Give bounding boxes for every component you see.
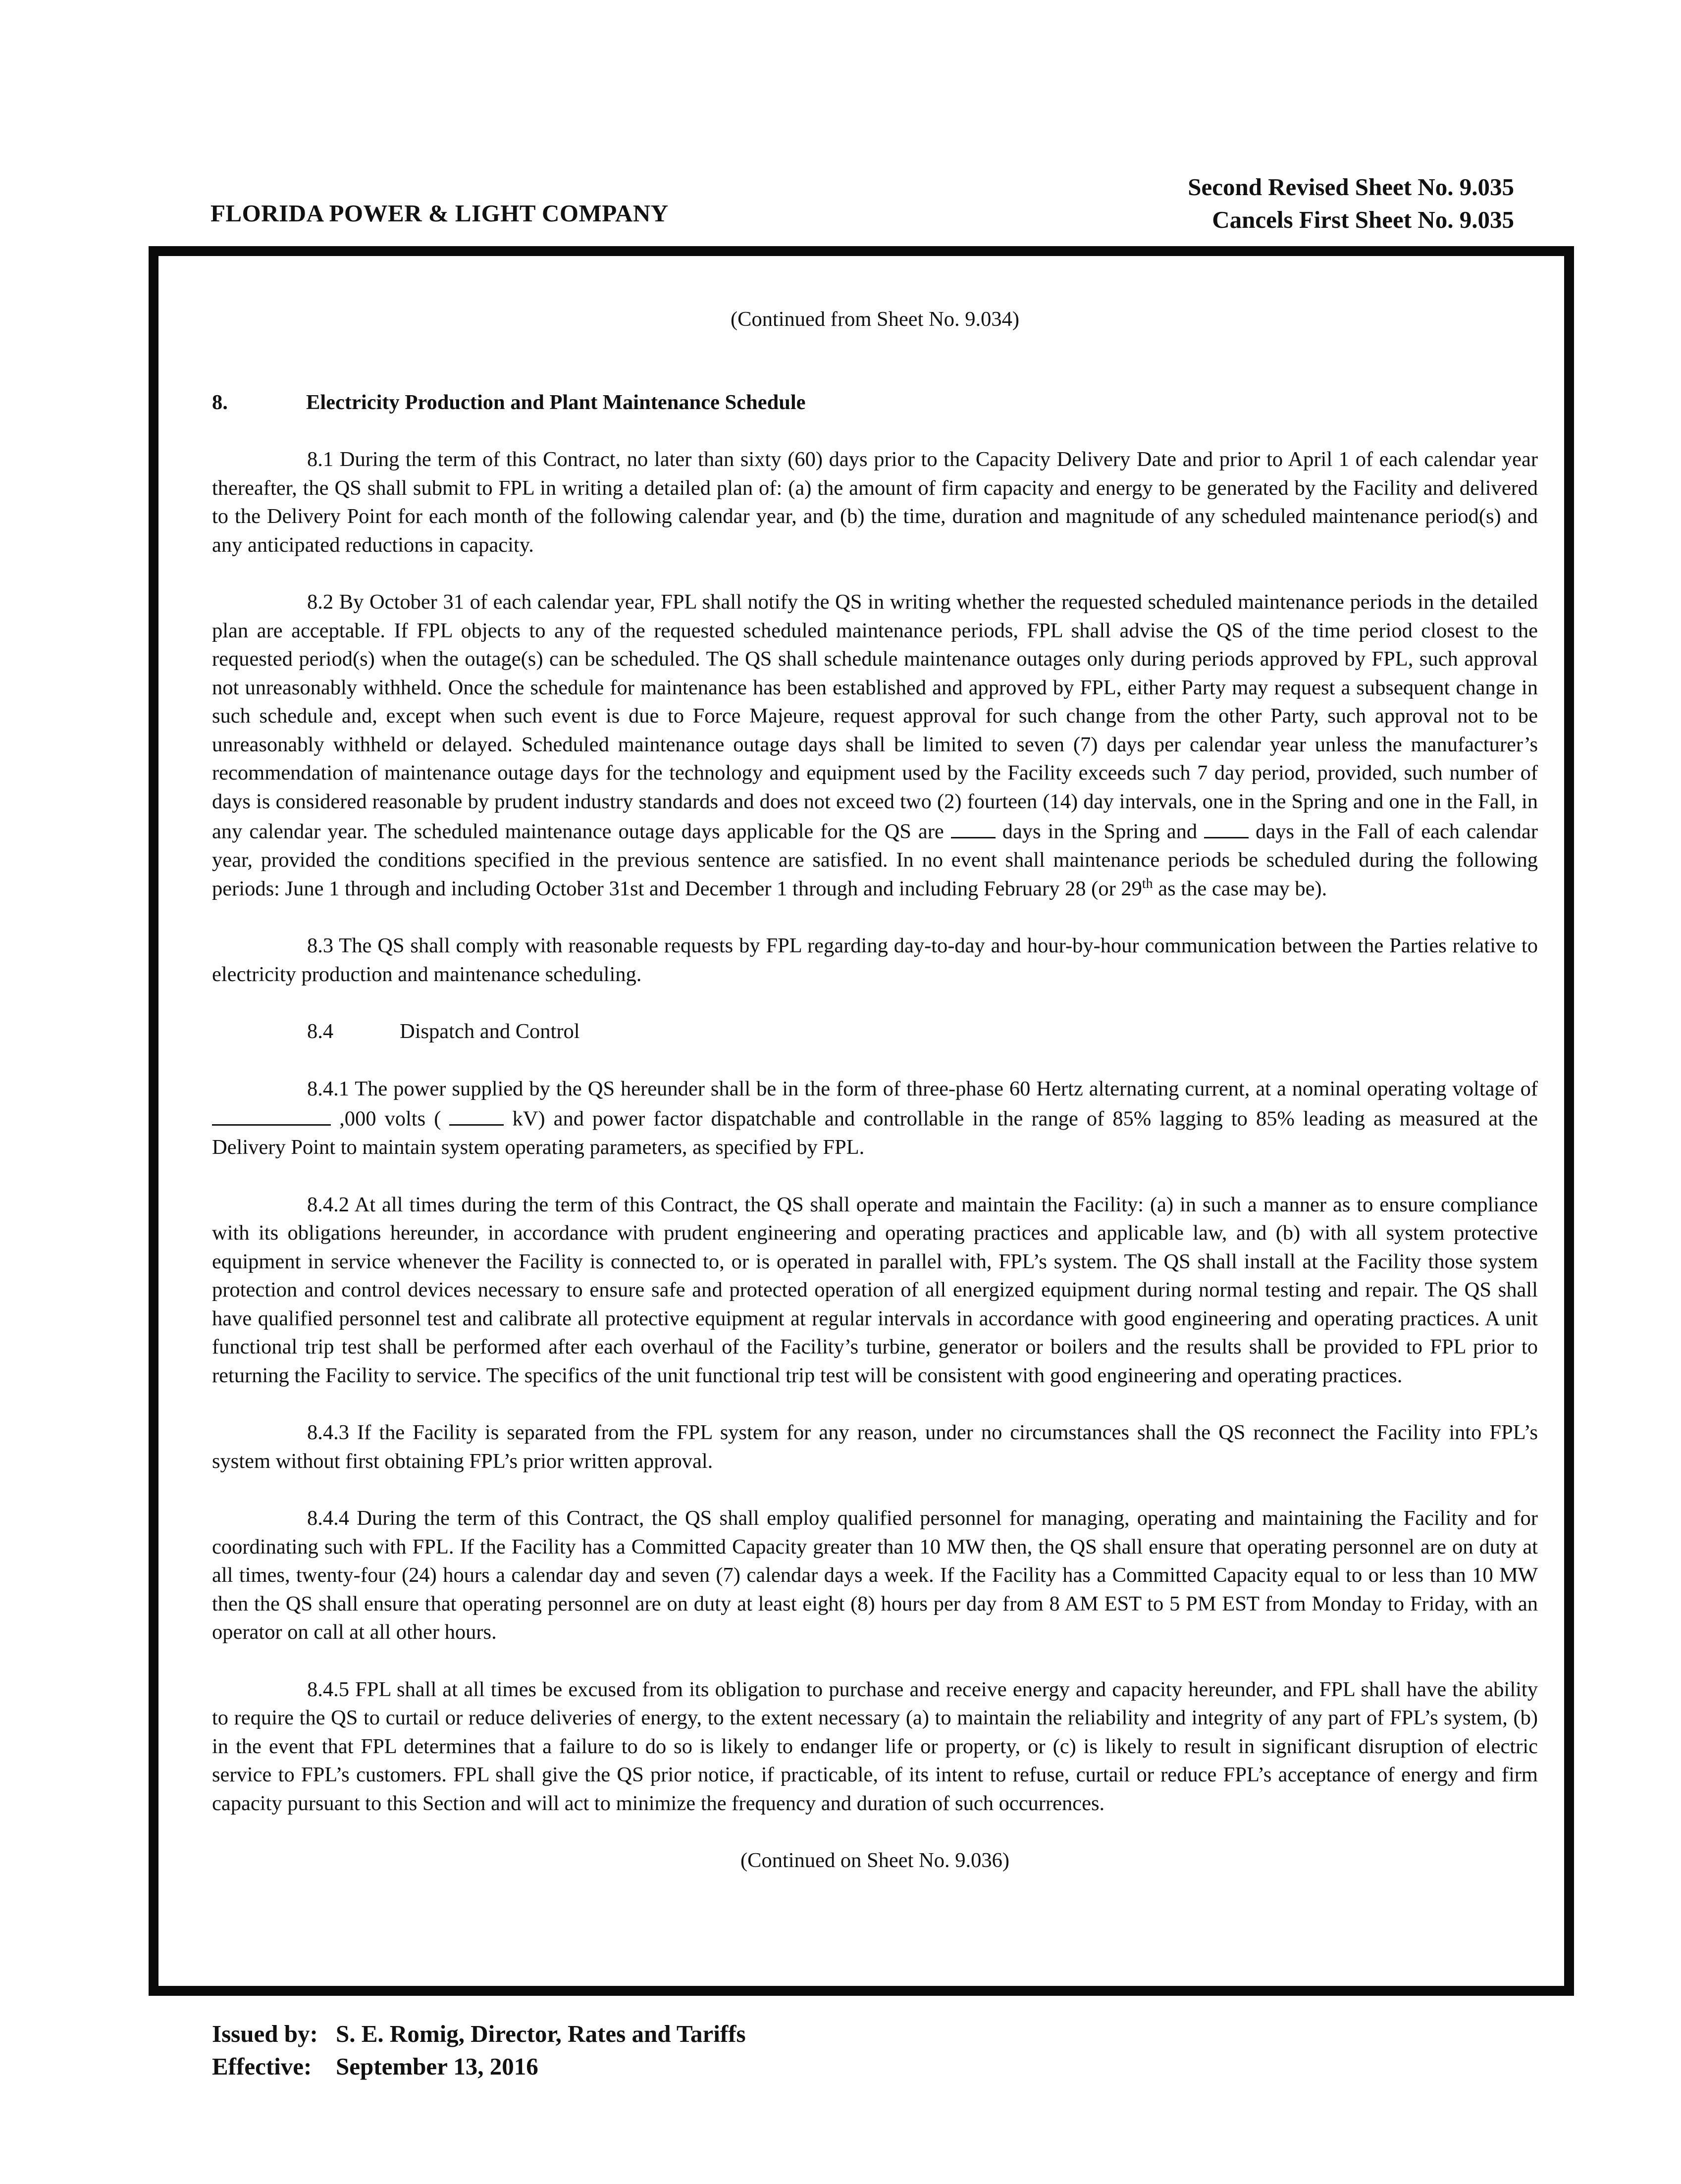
continued-on: (Continued on Sheet No. 9.036) bbox=[740, 1849, 1009, 1872]
fall-days-blank bbox=[1204, 816, 1249, 838]
paragraph-8-4-3: 8.4.3 If the Facility is separated from the FPL system for any reason, under no circumstances shall the QS reconnect the Facility into FPL’s system without first obtaining FPL’s prior written approval. bbox=[212, 1421, 1538, 1473]
continued-from: (Continued from Sheet No. 9.034) bbox=[730, 308, 1020, 331]
paragraph-8-4-1-part3: kV) and power factor dispatchable and controllable in the range of 85% lagging to 85% leading as measured at the Delivery Point to maintain system operating parameters, as specified by FPL. bbox=[212, 1107, 1538, 1159]
sheet-cancels: Cancels First Sheet No. 9.035 bbox=[1212, 206, 1514, 233]
issued-by-row bbox=[212, 2018, 746, 2050]
paragraph-8-2-part4: as the case may be). bbox=[1158, 877, 1327, 900]
section-8-4-heading bbox=[212, 1017, 1538, 1046]
company-name: FLORIDA POWER & LIGHT COMPANY bbox=[210, 200, 669, 227]
paragraph-8-2-superscript: th bbox=[1142, 876, 1153, 891]
section-8-title: Electricity Production and Plant Maintenance Schedule bbox=[306, 390, 806, 414]
effective-value: September 13, 2016 bbox=[336, 2053, 538, 2080]
kv-blank bbox=[449, 1103, 504, 1126]
paragraph-8-2-part3: days in the Fall of each calendar year, provided the conditions specified in the previous sentence are satisfied. In no event shall maintenance periods be scheduled during the following periods: June 1 through and including October 31st and December 1 through and including February 28 (or 29 bbox=[212, 820, 1538, 900]
paragraph-8-2-part2: days in the Spring and bbox=[1002, 820, 1198, 843]
paragraph-8-2-part1: 8.2 By October 31 of each calendar year, FPL shall notify the QS in writing whether the requested scheduled maintenance periods in the detailed plan are acceptable. If FPL objects to any of the requested scheduled maintenance periods, FPL shall advise the QS of the time period closest to the requested period(s) when the outage(s) can be scheduled. The QS shall schedule maintenance outages only during periods approved by FPL, such approval not unreasonably withheld. Once the schedule for maintenance has been established and approved by FPL, either Party may request a subsequent change in such schedule and, except when such event is due to Force Majeure, request approval for such change from the other Party, such approval not to be unreasonably withheld or delayed. Scheduled maintenance outage days shall be limited to seven (7) days per calendar year unless the manufacturer’s recommendation of maintenance outage days for the technology and equipment used by the Facility exceeds such 7 day period, provided, such number of days is considered reasonable by prudent industry standards and does not exceed two (2) fourteen (14) day intervals, one in the Spring and one in the Fall, in any calendar year. The scheduled maintenance outage days applicable for the QS are bbox=[212, 590, 1538, 843]
paragraph-8-4-1-part1: 8.4.1 The power supplied by the QS hereunder shall be in the form of three-phase 60 Hertz alternating current, at a nominal operating voltage of bbox=[307, 1077, 1538, 1100]
paragraph-8-3: 8.3 The QS shall comply with reasonable requests by FPL regarding day-to-day and hour-by-hour communication between the Parties relative to electricity production and maintenance scheduling. bbox=[212, 934, 1538, 986]
paragraph-8-1: 8.1 During the term of this Contract, no later than sixty (60) days prior to the Capacity Delivery Date and prior to April 1 of each calendar year thereafter, the QS shall submit to FPL in writing a detailed plan of: (a) the amount of firm capacity and energy to be generated by the Facility and delivered to the Delivery Point for each month of the following calendar year, and (b) the time, duration and magnitude of any scheduled maintenance period(s) and any anticipated reductions in capacity. bbox=[212, 448, 1538, 557]
issued-by-value: S. E. Romig, Director, Rates and Tariffs bbox=[336, 2020, 746, 2047]
issued-by-label: Issued by: bbox=[212, 2020, 318, 2047]
paragraph-8-4-2: 8.4.2 At all times during the term of this Contract, the QS shall operate and maintain the Facility: (a) in such a manner as to ensure compliance with its obligations hereunder, in accordance with prudent engineering and operating practices and applicable law, and (b) with all system protective equipment in service whenever the Facility is connected to, or is operated in parallel with, FPL’s system. The QS shall install at the Facility those system protection and control devices necessary to ensure safe and protected operation of all energized equipment during normal testing and repair. The QS shall have qualified personnel test and calibrate all protective equipment at regular intervals in accordance with good engineering and operating practices. A unit functional trip test shall be performed after each overhaul of the Facility’s turbine, generator or boilers and the results shall be provided to FPL prior to returning the Facility to service. The specifics of the unit functional trip test will be consistent with good engineering and operating practices. bbox=[212, 1193, 1538, 1387]
issuance-footer bbox=[212, 2018, 746, 2083]
paragraph-8-4-1-part2: ,000 volts ( bbox=[339, 1107, 441, 1131]
document-body bbox=[212, 305, 1538, 1875]
effective-label: Effective: bbox=[212, 2053, 312, 2080]
section-8-heading bbox=[212, 388, 1538, 417]
sheet-number-block bbox=[1068, 171, 1514, 236]
section-8-4-title: Dispatch and Control bbox=[400, 1020, 580, 1043]
voltage-blank bbox=[212, 1103, 331, 1126]
paragraph-8-4-5: 8.4.5 FPL shall at all times be excused from its obligation to purchase and receive energy and capacity hereunder, and FPL shall have the ability to require the QS to curtail or reduce deliveries of energy, to the extent necessary (a) to maintain the reliability and integrity of any part of FPL’s system, (b) in the event that FPL determines that a failure to do so is likely to endanger life or property, or (c) is likely to result in significant disruption of electric service to FPL’s customers. FPL shall give the QS prior notice, if practicable, of its intent to refuse, curtail or reduce FPL’s acceptance of energy and firm capacity pursuant to this Section and will act to minimize the frequency and duration of such occurrences. bbox=[212, 1677, 1538, 1815]
section-8-number: 8. bbox=[212, 390, 228, 414]
section-8-4-number: 8.4 bbox=[307, 1020, 334, 1043]
spring-days-blank bbox=[951, 816, 996, 838]
paragraph-8-2 bbox=[212, 588, 1538, 903]
paragraph-8-4-4: 8.4.4 During the term of this Contract, the QS shall employ qualified personnel for managing, operating and maintaining the Facility and for coordinating such with FPL. If the Facility has a Committed Capacity greater than 10 MW then, the QS shall ensure that operating personnel are on duty at all times, twenty-four (24) hours a calendar day and seven (7) calendar days a week. If the Facility has a Committed Capacity equal to or less than 10 MW then the QS shall ensure that operating personnel are on duty at least eight (8) hours per day from 8 AM EST to 5 PM EST from Monday to Friday, with an operator on call at all other hours. bbox=[212, 1507, 1538, 1644]
sheet-revision: Second Revised Sheet No. 9.035 bbox=[1188, 173, 1514, 201]
paragraph-8-4-1 bbox=[212, 1075, 1538, 1162]
effective-row bbox=[212, 2050, 746, 2083]
